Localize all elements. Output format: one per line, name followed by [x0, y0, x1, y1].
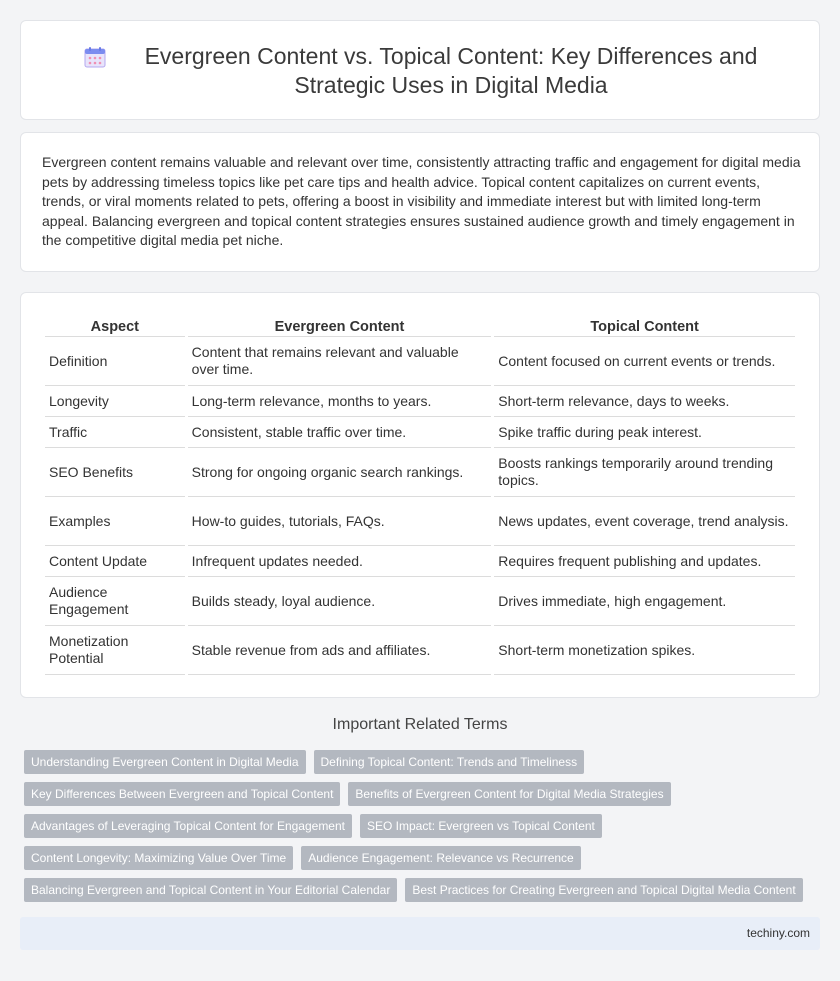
related-term-tag[interactable]: Balancing Evergreen and Topical Content in Your Editorial Calendar — [24, 878, 397, 902]
related-term-tag[interactable]: Understanding Evergreen Content in Digital Media — [24, 750, 306, 774]
cell-topical: Requires frequent publishing and updates. — [494, 546, 795, 577]
footer-bar — [20, 917, 820, 950]
cell-topical: Short-term relevance, days to weeks. — [494, 386, 795, 417]
related-term-tag[interactable]: Benefits of Evergreen Content for Digital Media Strategies — [348, 782, 670, 806]
cell-topical: Spike traffic during peak interest. — [494, 417, 795, 448]
cell-evergreen: Infrequent updates needed. — [188, 546, 492, 577]
cell-evergreen: Content that remains relevant and valuable over time. — [188, 337, 492, 386]
cell-aspect: Definition — [45, 337, 185, 386]
table-row — [45, 337, 795, 386]
page-title: Evergreen Content vs. Topical Content: Key Differences and Strategic Uses in Digital Media — [144, 43, 758, 98]
related-term-tag[interactable]: Content Longevity: Maximizing Value Over Time — [24, 846, 293, 870]
cell-evergreen: Builds steady, loyal audience. — [188, 577, 492, 626]
table-row — [45, 386, 795, 417]
cell-topical: Drives immediate, high engagement. — [494, 577, 795, 626]
title-card — [20, 20, 820, 120]
cell-aspect: SEO Benefits — [45, 448, 185, 497]
cell-evergreen: Long-term relevance, months to years. — [188, 386, 492, 417]
intro-paragraph: Evergreen content remains valuable and relevant over time, consistently attracting traffic and engagement for digital media pets by addressing timeless topics like pet care tips and health advice. Topical content capitalizes on current events, trends, or viral moments related to pets, offering a boost in visibility and immediate interest but with limited long-term appeal. Balancing evergreen and topical content strategies ensures sustained audience growth and timely engagement in the competitive digital media pet niche. — [42, 154, 801, 248]
cell-topical: Content focused on current events or trends. — [494, 337, 795, 386]
column-header-topical: Topical Content — [494, 315, 795, 337]
table-header-row — [45, 315, 795, 337]
cell-evergreen: How-to guides, tutorials, FAQs. — [188, 497, 492, 546]
cell-evergreen: Stable revenue from ads and affiliates. — [188, 626, 492, 675]
cell-evergreen: Consistent, stable traffic over time. — [188, 417, 492, 448]
cell-aspect: Longevity — [45, 386, 185, 417]
related-term-tag[interactable]: Advantages of Leveraging Topical Content for Engagement — [24, 814, 352, 838]
column-header-evergreen: Evergreen Content — [188, 315, 492, 337]
related-term-tag[interactable]: Defining Topical Content: Trends and Timeliness — [314, 750, 585, 774]
column-header-aspect: Aspect — [45, 315, 185, 337]
table-row — [45, 497, 795, 546]
related-terms-heading: Important Related Terms — [332, 716, 508, 733]
cell-aspect: Content Update — [45, 546, 185, 577]
related-term-tag[interactable]: Best Practices for Creating Evergreen and Topical Digital Media Content — [405, 878, 802, 902]
related-term-tag[interactable]: SEO Impact: Evergreen vs Topical Content — [360, 814, 602, 838]
related-term-tag[interactable]: Audience Engagement: Relevance vs Recurrence — [301, 846, 581, 870]
cell-topical: Boosts rankings temporarily around trending topics. — [494, 448, 795, 497]
cell-evergreen: Strong for ongoing organic search rankings. — [188, 448, 492, 497]
site-link[interactable]: techiny.com — [746, 926, 810, 940]
cell-aspect: Audience Engagement — [45, 577, 185, 626]
table-row — [45, 448, 795, 497]
table-row — [45, 626, 795, 675]
related-terms-list — [24, 750, 824, 910]
table-row — [45, 546, 795, 577]
comparison-table — [42, 315, 798, 675]
comparison-table-card — [20, 292, 820, 698]
cell-aspect: Traffic — [45, 417, 185, 448]
intro-card — [20, 132, 820, 272]
table-row — [45, 417, 795, 448]
cell-topical: News updates, event coverage, trend analysis. — [494, 497, 795, 546]
related-term-tag[interactable]: Key Differences Between Evergreen and Topical Content — [24, 782, 340, 806]
cell-aspect: Examples — [45, 497, 185, 546]
table-row — [45, 577, 795, 626]
cell-topical: Short-term monetization spikes. — [494, 626, 795, 675]
cell-aspect: Monetization Potential — [45, 626, 185, 675]
